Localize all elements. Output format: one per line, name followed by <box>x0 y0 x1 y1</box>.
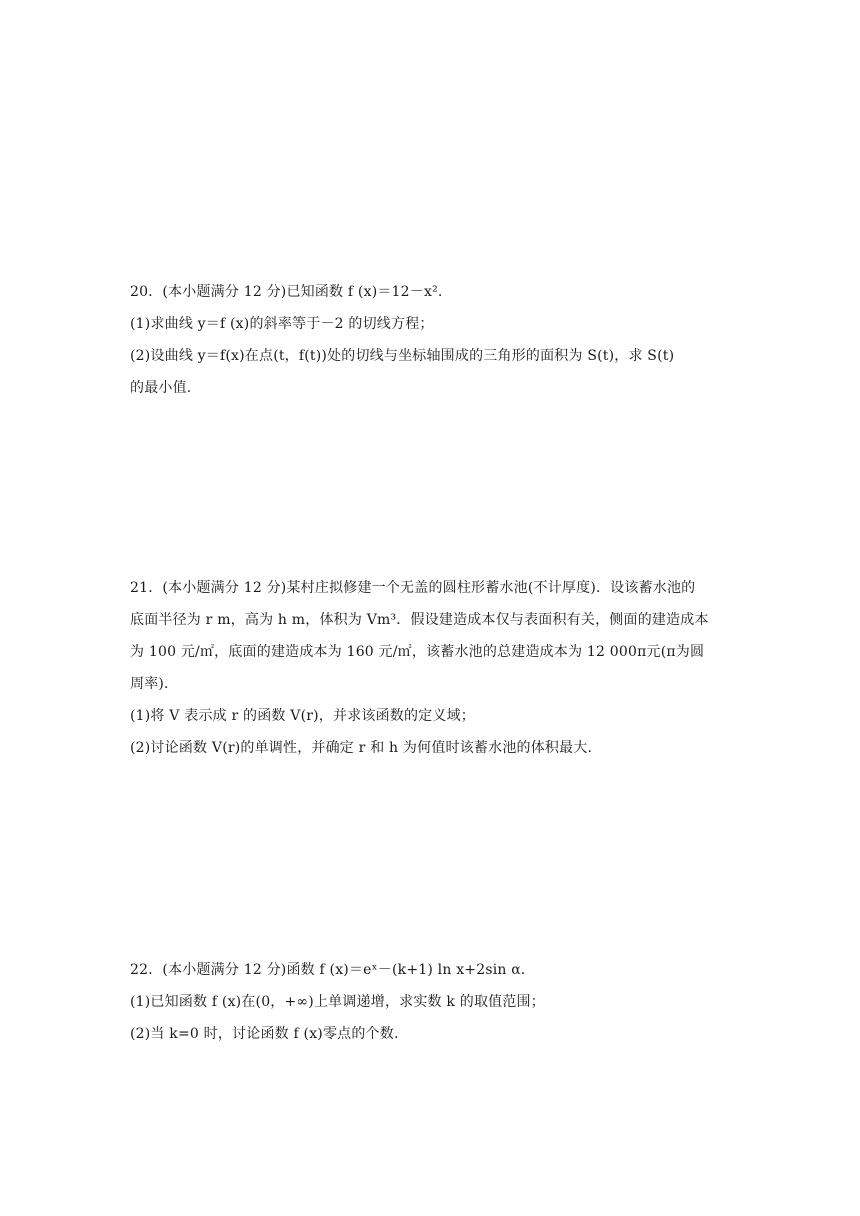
problem-21-line-2: 底面半径为 r m，高为 h m，体积为 Vm³．假设建造成本仅与表面积有关，侧面的建造成本 <box>130 612 709 628</box>
problem-22 <box>130 954 740 1050</box>
problem-20-line-4: 的最小值. <box>130 380 192 396</box>
problem-22-line-2: (1)已知函数 f (x)在(0，+∞)上单调递增，求实数 k 的取值范围； <box>130 994 545 1010</box>
problem-20-line-3: (2)设曲线 y＝f(x)在点(t，f(t))处的切线与坐标轴围成的三角形的面积为 S(t)，求 S(t) <box>130 348 675 364</box>
problem-21-line-5: (1)将 V 表示成 r 的函数 V(r)，并求该函数的定义域； <box>130 708 476 724</box>
problem-20 <box>130 276 740 404</box>
problem-21-line-1: 21．(本小题满分 12 分)某村庄拟修建一个无盖的圆柱形蓄水池(不计厚度)．设该蓄水池的 <box>130 580 696 596</box>
problem-20-line-2: (1)求曲线 y＝f (x)的斜率等于－2 的切线方程； <box>130 316 434 332</box>
problem-22-line-1: 22．(本小题满分 12 分)函数 f (x)＝eˣ－(k+1) ln x+2sin α． <box>130 962 536 978</box>
problem-21 <box>130 572 740 764</box>
problem-20-line-1: 20．(本小题满分 12 分)已知函数 f (x)＝12－x². <box>130 284 443 300</box>
problem-21-line-6: (2)讨论函数 V(r)的单调性，并确定 r 和 h 为何值时该蓄水池的体积最大. <box>130 740 593 756</box>
problem-22-line-3: (2)当 k=0 时，讨论函数 f (x)零点的个数. <box>130 1026 399 1042</box>
problem-21-line-3: 为 100 元/㎡，底面的建造成本为 160 元/㎡，该蓄水池的总建造成本为 12 000π元(π为圆 <box>130 644 705 660</box>
problem-21-line-4: 周率)． <box>130 676 179 692</box>
